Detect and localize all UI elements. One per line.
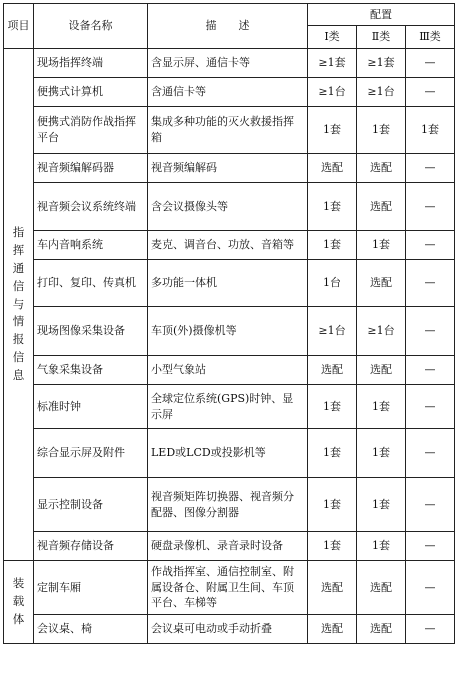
class-2-config-cell: 选配 bbox=[357, 260, 406, 307]
class-2-config-cell: 1套 bbox=[357, 478, 406, 532]
class-1-config-cell: 1套 bbox=[308, 532, 357, 561]
equipment-name-cell: 现场图像采集设备 bbox=[34, 307, 148, 356]
equipment-name-cell: 便携式消防作战指挥平台 bbox=[34, 107, 148, 154]
description-cell: 麦克、调音台、功放、音箱等 bbox=[148, 231, 308, 260]
class-1-config-cell: ≥1套 bbox=[308, 49, 357, 78]
class-2-config-cell: ≥1台 bbox=[357, 307, 406, 356]
table-row bbox=[4, 478, 455, 532]
equipment-name-cell: 视音频会议系统终端 bbox=[34, 183, 148, 231]
class-2-config-cell: 1套 bbox=[357, 532, 406, 561]
class-2-config-cell: 选配 bbox=[357, 356, 406, 385]
equipment-name-cell: 视音频编解码器 bbox=[34, 154, 148, 183]
class-2-config-cell: 选配 bbox=[357, 183, 406, 231]
equipment-name-cell: 视音频存储设备 bbox=[34, 532, 148, 561]
class-3-config-cell: — bbox=[406, 561, 455, 615]
description-cell: 集成多种功能的灭火救援指挥箱 bbox=[148, 107, 308, 154]
equipment-name-cell: 会议桌、椅 bbox=[34, 615, 148, 644]
class-1-config-cell: 选配 bbox=[308, 561, 357, 615]
table-row bbox=[4, 154, 455, 183]
class-1-config-cell: 1台 bbox=[308, 260, 357, 307]
header-equipment-name: 设备名称 bbox=[34, 4, 148, 49]
description-cell: 含会议摄像头等 bbox=[148, 183, 308, 231]
header-description: 描 述 bbox=[148, 4, 308, 49]
class-3-config-cell: — bbox=[406, 260, 455, 307]
description-cell: 小型气象站 bbox=[148, 356, 308, 385]
class-3-config-cell: — bbox=[406, 49, 455, 78]
equipment-config-table bbox=[3, 3, 455, 644]
class-3-config-cell: — bbox=[406, 478, 455, 532]
category-label: 装载体 bbox=[12, 576, 25, 626]
equipment-name-cell: 定制车厢 bbox=[34, 561, 148, 615]
table-row bbox=[4, 561, 455, 615]
header-class-3: Ⅲ类 bbox=[406, 26, 455, 49]
class-1-config-cell: 1套 bbox=[308, 385, 357, 429]
equipment-name-cell: 便携式计算机 bbox=[34, 78, 148, 107]
description-cell: 视音频编解码 bbox=[148, 154, 308, 183]
table-row bbox=[4, 49, 455, 78]
class-3-config-cell: — bbox=[406, 183, 455, 231]
class-3-config-cell: — bbox=[406, 356, 455, 385]
class-2-config-cell: ≥1台 bbox=[357, 78, 406, 107]
class-1-config-cell: ≥1台 bbox=[308, 307, 357, 356]
description-cell: 含显示屏、通信卡等 bbox=[148, 49, 308, 78]
category-cell bbox=[4, 49, 34, 561]
equipment-name-cell: 气象采集设备 bbox=[34, 356, 148, 385]
class-3-config-cell: — bbox=[406, 532, 455, 561]
class-1-config-cell: 1套 bbox=[308, 478, 357, 532]
class-3-config-cell: — bbox=[406, 429, 455, 478]
table-row bbox=[4, 307, 455, 356]
class-2-config-cell: ≥1套 bbox=[357, 49, 406, 78]
category-cell bbox=[4, 561, 34, 644]
class-1-config-cell: 1套 bbox=[308, 107, 357, 154]
category-label: 指挥通信与情报信息 bbox=[12, 225, 25, 382]
class-2-config-cell: 1套 bbox=[357, 231, 406, 260]
table-row bbox=[4, 260, 455, 307]
table-body bbox=[4, 49, 455, 644]
equipment-name-cell: 打印、复印、传真机 bbox=[34, 260, 148, 307]
table-row bbox=[4, 231, 455, 260]
equipment-name-cell: 标准时钟 bbox=[34, 385, 148, 429]
description-cell: 会议桌可电动或手动折叠 bbox=[148, 615, 308, 644]
class-2-config-cell: 选配 bbox=[357, 615, 406, 644]
class-1-config-cell: 选配 bbox=[308, 615, 357, 644]
table-row bbox=[4, 532, 455, 561]
class-2-config-cell: 1套 bbox=[357, 385, 406, 429]
table-row bbox=[4, 183, 455, 231]
header-configuration: 配置 bbox=[308, 4, 455, 26]
header-class-1: Ⅰ类 bbox=[308, 26, 357, 49]
class-3-config-cell: — bbox=[406, 154, 455, 183]
header-class-2: Ⅱ类 bbox=[357, 26, 406, 49]
description-cell: 含通信卡等 bbox=[148, 78, 308, 107]
equipment-name-cell: 车内音响系统 bbox=[34, 231, 148, 260]
class-3-config-cell: 1套 bbox=[406, 107, 455, 154]
class-2-config-cell: 1套 bbox=[357, 107, 406, 154]
header-category: 项目 bbox=[4, 4, 34, 49]
description-cell: 视音频矩阵切换器、视音频分配器、图像分割器 bbox=[148, 478, 308, 532]
class-3-config-cell: — bbox=[406, 78, 455, 107]
description-cell: 硬盘录像机、录音录时设备 bbox=[148, 532, 308, 561]
class-3-config-cell: — bbox=[406, 615, 455, 644]
equipment-name-cell: 显示控制设备 bbox=[34, 478, 148, 532]
description-cell: 全球定位系统(GPS)时钟、显示屏 bbox=[148, 385, 308, 429]
description-cell: LED或LCD或投影机等 bbox=[148, 429, 308, 478]
class-1-config-cell: 1套 bbox=[308, 231, 357, 260]
class-3-config-cell: — bbox=[406, 231, 455, 260]
table-row bbox=[4, 78, 455, 107]
class-1-config-cell: ≥1台 bbox=[308, 78, 357, 107]
table-row bbox=[4, 385, 455, 429]
class-1-config-cell: 1套 bbox=[308, 429, 357, 478]
description-cell: 车顶(外)摄像机等 bbox=[148, 307, 308, 356]
class-2-config-cell: 选配 bbox=[357, 561, 406, 615]
class-3-config-cell: — bbox=[406, 307, 455, 356]
table-row bbox=[4, 429, 455, 478]
class-1-config-cell: 1套 bbox=[308, 183, 357, 231]
equipment-name-cell: 现场指挥终端 bbox=[34, 49, 148, 78]
equipment-name-cell: 综合显示屏及附件 bbox=[34, 429, 148, 478]
table-row bbox=[4, 107, 455, 154]
class-2-config-cell: 1套 bbox=[357, 429, 406, 478]
class-1-config-cell: 选配 bbox=[308, 356, 357, 385]
class-3-config-cell: — bbox=[406, 385, 455, 429]
class-1-config-cell: 选配 bbox=[308, 154, 357, 183]
table-row bbox=[4, 356, 455, 385]
description-cell: 作战指挥室、通信控制室、附属设备仓、附属卫生间、车顶平台、车梯等 bbox=[148, 561, 308, 615]
description-cell: 多功能一体机 bbox=[148, 260, 308, 307]
class-2-config-cell: 选配 bbox=[357, 154, 406, 183]
table-row bbox=[4, 615, 455, 644]
